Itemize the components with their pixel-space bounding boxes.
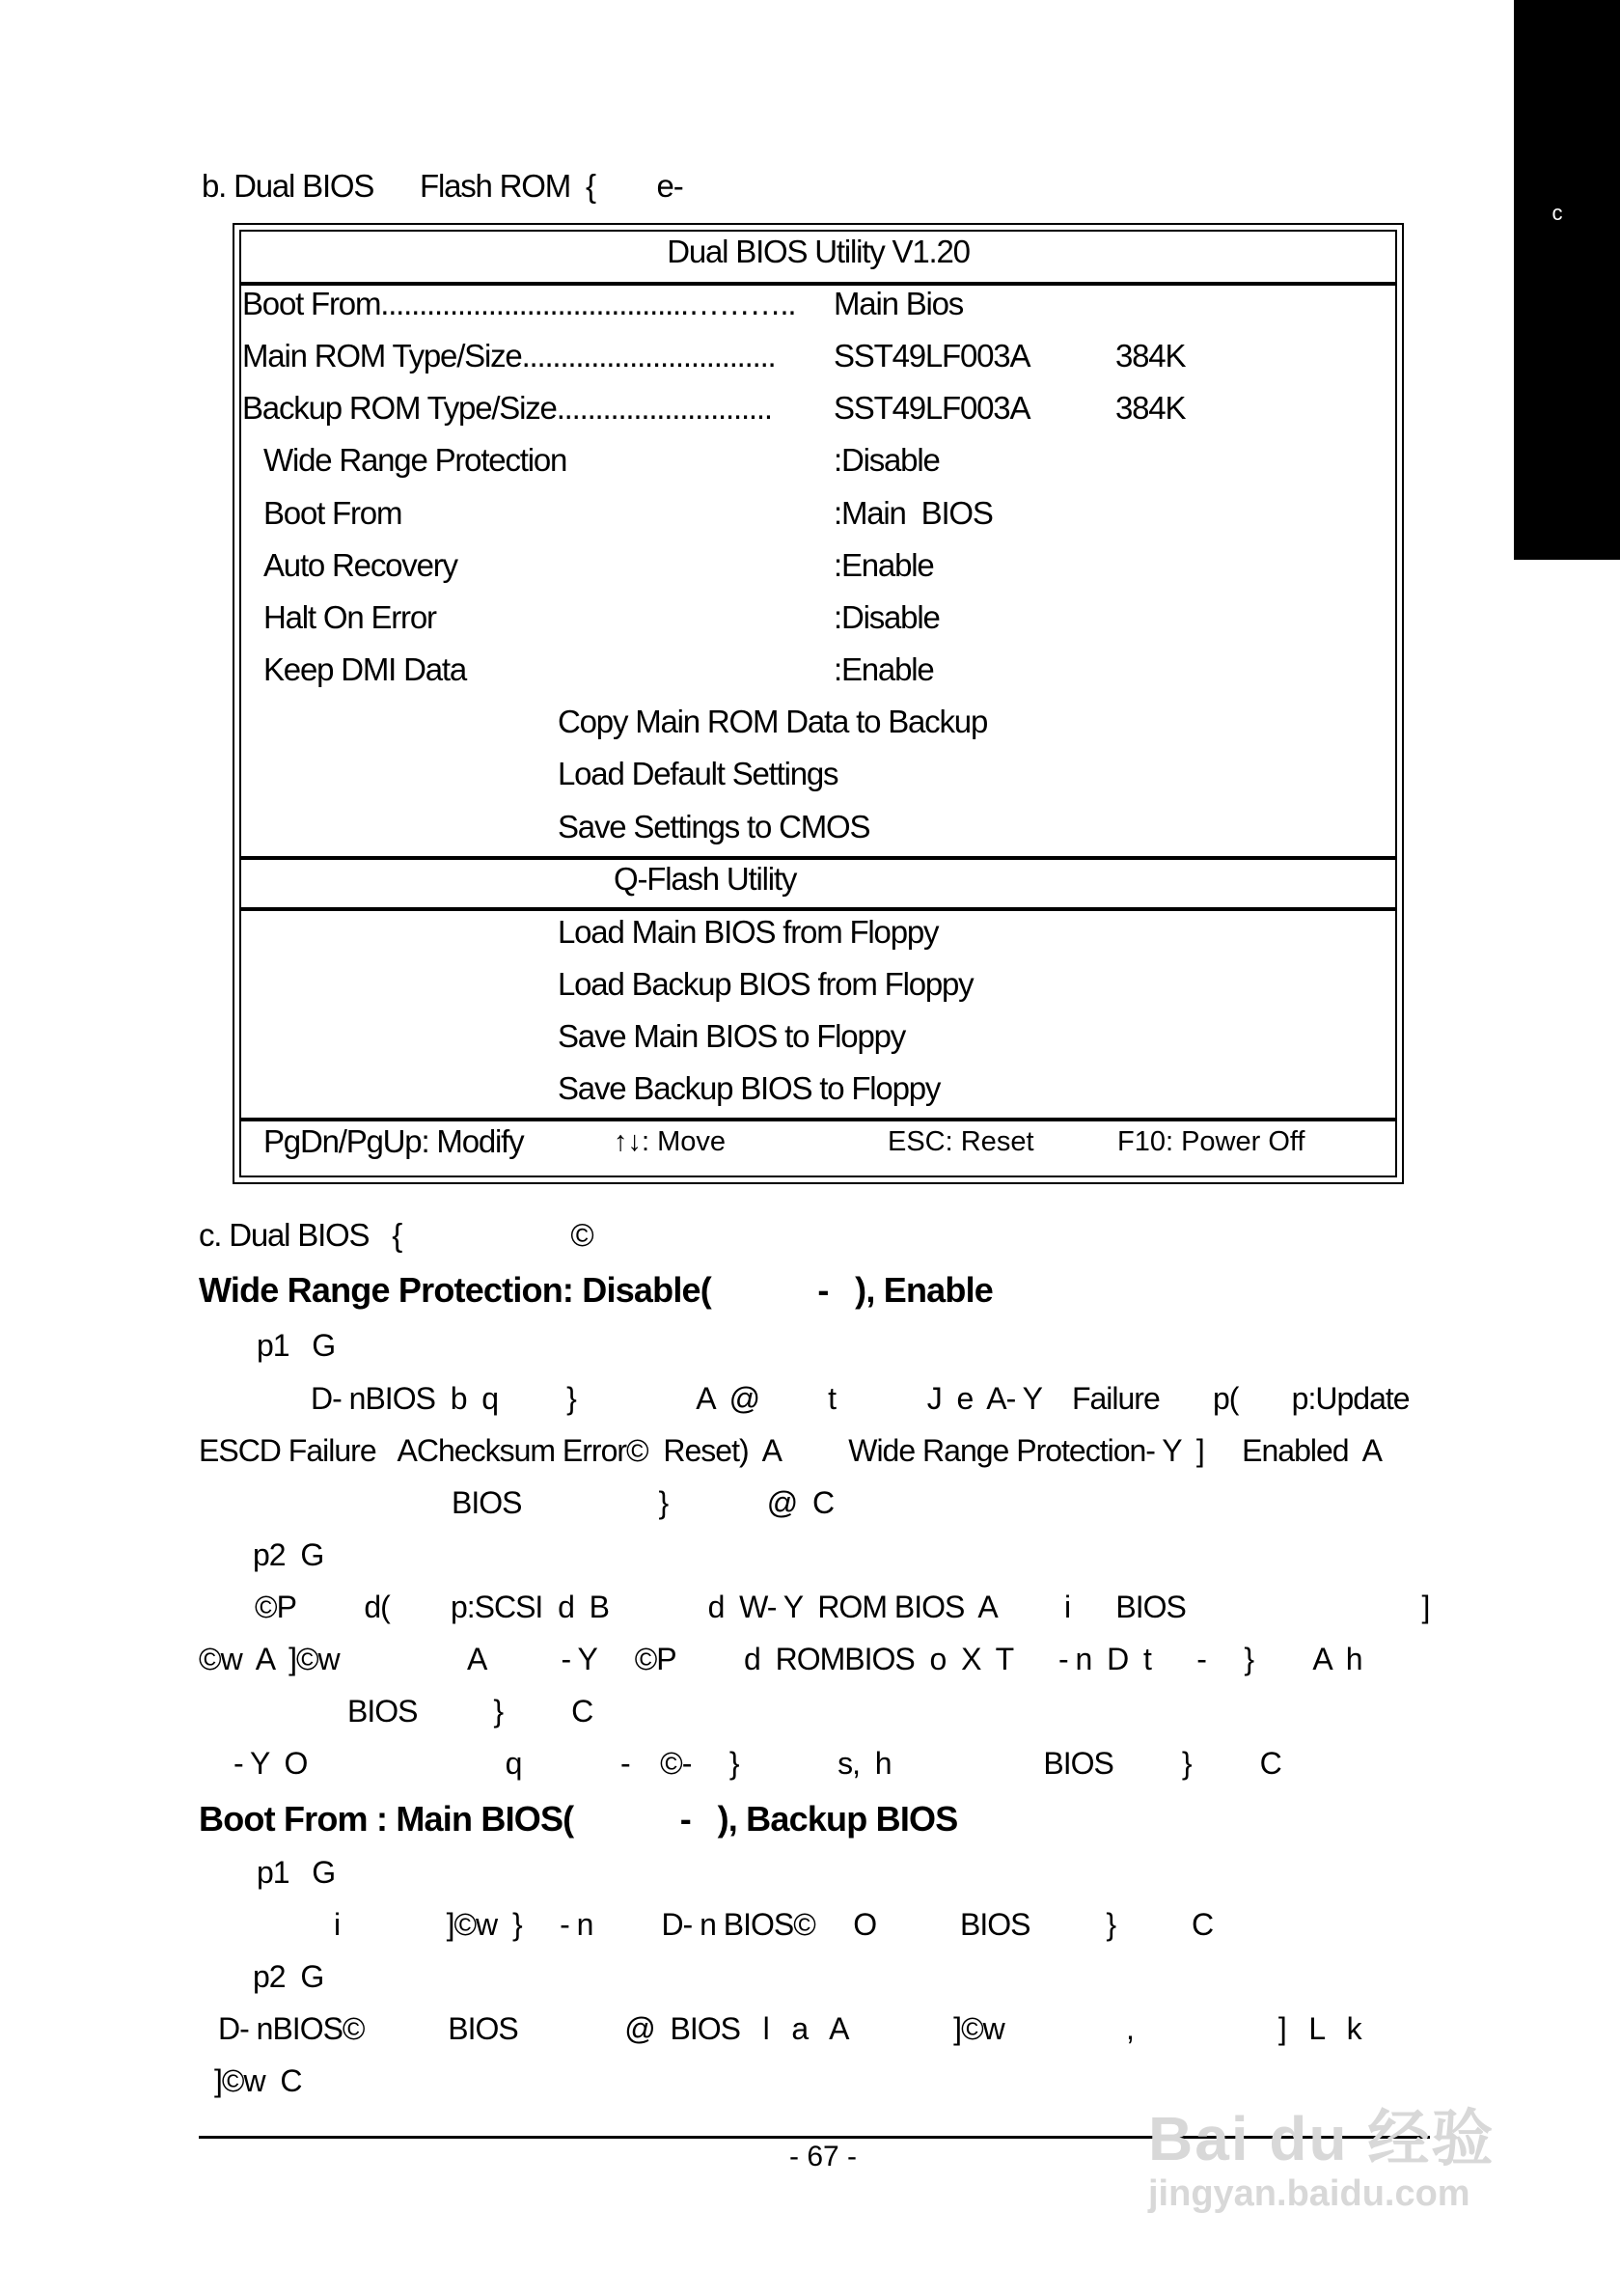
info-label-main-rom: Main ROM Type/Size................................. [242,338,776,373]
setting-value-keep-dmi[interactable]: :Enable [834,651,934,687]
qflash-load-main[interactable]: Load Main BIOS from Floppy [558,914,939,950]
section-b-heading: b. Dual BIOS Flash ROM { e- [202,168,683,204]
info-value-backup-rom: SST49LF003A [834,390,1030,426]
wide-range-heading: Wide Range Protection: Disable( - ), Enable [199,1270,993,1310]
wrp-line-5: ©w A ]©w A - Y ©P d ROMBIOS o X T - n D t - } A h [199,1642,1362,1676]
qflash-divider-top [239,856,1397,860]
baidu-watermark-url: jingyan.baidu.com [1148,2173,1470,2214]
boot-line-2: D- nBIOS© BIOS @ BIOS l a A ]©w , ] L k [218,2011,1361,2046]
setting-label-auto-recovery[interactable]: Auto Recovery [263,547,457,583]
page-number: - 67 - [789,2141,858,2172]
footer-power-hint: F10: Power Off [1117,1126,1305,1157]
setting-value-auto-recovery[interactable]: :Enable [834,547,934,583]
footer-divider [239,1118,1397,1121]
footer-reset-hint: ESC: Reset [888,1126,1034,1157]
action-save-settings-cmos[interactable]: Save Settings to CMOS [558,809,870,844]
setting-label-wide-range[interactable]: Wide Range Protection [263,442,567,478]
utility-title: Dual BIOS Utility V1.20 [667,234,970,269]
qflash-save-backup[interactable]: Save Backup BIOS to Floppy [558,1070,941,1106]
setting-label-keep-dmi[interactable]: Keep DMI Data [263,651,467,687]
qflash-title: Q-Flash Utility [614,861,797,897]
info-value-main-rom: SST49LF003A [834,338,1030,373]
info-size-main-rom: 384K [1115,338,1186,373]
setting-value-wide-range[interactable]: :Disable [834,442,940,478]
boot-point-2: p2 G [253,1959,324,1994]
boot-line-3: ]©w C [214,2063,302,2098]
wrp-line-2: ESCD Failure AChecksum Error© Reset) A Wide Range Protection- Y ] Enabled A [199,1433,1382,1468]
boot-line-1: i ]©w } - n D- n BIOS© O BIOS } C [334,1907,1214,1942]
wrp-point-2: p2 G [253,1537,324,1572]
action-copy-main-to-backup[interactable]: Copy Main ROM Data to Backup [558,704,988,739]
chapter-tab-letter: c [1551,201,1563,225]
wrp-line-3: BIOS } @ C [452,1485,835,1520]
setting-value-halt-on-error[interactable]: :Disable [834,599,940,635]
setting-value-boot-from[interactable]: :Main BIOS [834,495,993,531]
qflash-divider-bottom [239,907,1397,911]
info-size-backup-rom: 384K [1115,390,1186,426]
footer-modify-hint: PgDn/PgUp: Modify [263,1123,524,1159]
action-load-default-settings[interactable]: Load Default Settings [558,756,838,791]
info-value-boot-from: Main Bios [834,286,964,321]
info-label-boot-from: Boot From........................................……….. [242,286,796,321]
wrp-point-1: p1 G [257,1328,336,1363]
wrp-line-6: BIOS } C [347,1694,593,1729]
boot-point-1: p1 G [257,1855,336,1890]
baidu-watermark-logo: Bai du 经验 [1148,2104,1496,2173]
wrp-line-1: D- nBIOS b q } A @ t J e A- Y Failure p( p:Update [311,1381,1410,1416]
wrp-line-4: ©P d( p:SCSI d B d W- Y ROM BIOS A i BIOS ] [255,1590,1430,1624]
setting-label-halt-on-error[interactable]: Halt On Error [263,599,436,635]
qflash-save-main[interactable]: Save Main BIOS to Floppy [558,1018,906,1054]
boot-from-heading: Boot From : Main BIOS( - ), Backup BIOS [199,1799,958,1839]
info-label-backup-rom: Backup ROM Type/Size............................ [242,390,772,426]
qflash-load-backup[interactable]: Load Backup BIOS from Floppy [558,966,974,1002]
section-c-heading: c. Dual BIOS { © [199,1217,593,1253]
setting-label-boot-from[interactable]: Boot From [263,495,402,531]
wrp-line-7: - Y O q - ©- } s, h BIOS } C [233,1746,1281,1781]
footer-move-hint: ↑↓: Move [614,1126,727,1157]
chapter-tab [1514,0,1620,560]
